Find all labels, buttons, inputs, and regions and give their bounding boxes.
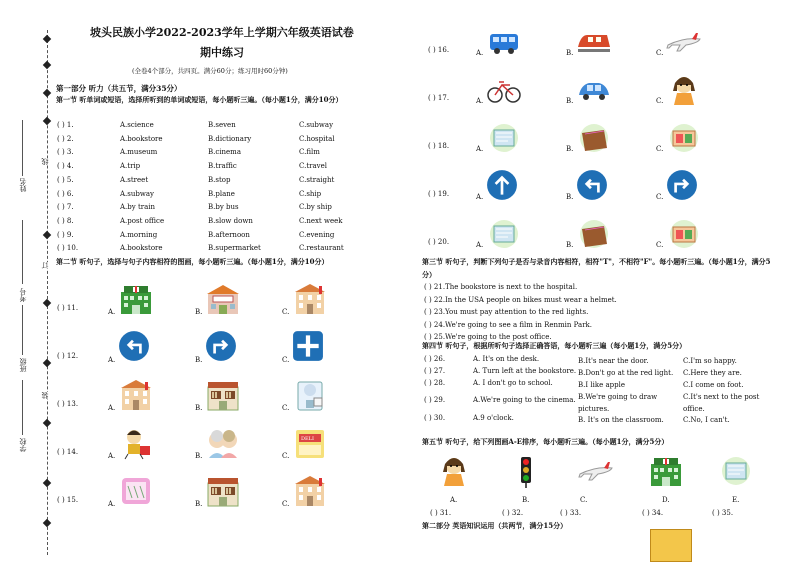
notebook-icon — [486, 121, 522, 157]
option-a-label[interactable]: A. — [476, 241, 484, 249]
option-b-label[interactable]: B. — [195, 452, 203, 460]
question-number[interactable]: ( ) 1. — [57, 121, 74, 129]
option-c-label[interactable]: C. — [282, 452, 290, 460]
child-icon — [118, 426, 154, 462]
binding-dot — [43, 117, 51, 125]
binding-dot — [43, 89, 51, 97]
true-false-item[interactable]: ( ) 21.The bookstore is next to the hospital. — [424, 283, 578, 291]
option-c[interactable]: C.I come on foot. — [683, 381, 744, 389]
option-b-label[interactable]: B. — [566, 49, 574, 57]
option-a-label[interactable]: A. — [476, 49, 484, 57]
option-b-label[interactable]: B. — [566, 97, 574, 105]
option-c[interactable]: C.Here they are. — [683, 369, 742, 377]
book-picture-partial — [650, 529, 692, 562]
airplane-icon — [666, 25, 702, 61]
name-blank[interactable] — [22, 120, 23, 176]
option-c[interactable]: C.ship — [299, 189, 322, 198]
section1-heading: 第一节 听单词或短语，选择所听到的单词或短语，每小题听三遍。（每小题1分，满分10分） — [56, 95, 343, 104]
option-b-label[interactable]: B. — [195, 356, 203, 364]
true-false-item[interactable]: ( ) 25.We're going to the post office. — [424, 333, 552, 341]
option-a-label[interactable]: A. — [476, 193, 484, 201]
binding-dot — [43, 419, 51, 427]
question-number[interactable]: ( ) 16. — [428, 46, 450, 54]
option-a[interactable]: A.museum — [120, 148, 158, 157]
question-number[interactable]: ( ) 3. — [57, 148, 74, 157]
traffic-light-icon — [508, 454, 544, 490]
option-a[interactable]: A.by train — [120, 203, 156, 212]
question-number[interactable]: ( ) 17. — [428, 94, 450, 102]
go-straight-sign-icon — [486, 169, 518, 203]
option-c[interactable]: C.next week — [299, 216, 343, 225]
section3-heading: 第三节 听句子，判断下列句子是否与录音内容相符，相符"T"，不相符"F"。每小题听三遍。（每小题1分，满分5分） — [422, 257, 771, 279]
binding-dot — [43, 35, 51, 43]
option-b-label[interactable]: B. — [195, 308, 203, 316]
binding-dot — [43, 231, 51, 239]
option-c-label[interactable]: C. — [656, 193, 664, 201]
picture-book-icon — [666, 121, 702, 157]
option-b-label[interactable]: B. — [195, 500, 203, 508]
option-c[interactable]: C.I'm so happy. — [683, 357, 737, 365]
turn-left-sign-icon — [576, 169, 608, 203]
bookstore-icon — [205, 474, 241, 510]
picture-book-icon — [666, 217, 702, 253]
order-blank[interactable]: ( ) 31. — [430, 509, 452, 517]
supermarket-sign-icon — [292, 426, 328, 462]
option-a-label[interactable]: A. — [108, 356, 116, 364]
option-a[interactable]: A.bookstore — [120, 134, 163, 143]
question-number[interactable]: ( ) 28. — [424, 379, 446, 387]
question-number[interactable]: ( ) 5. — [57, 175, 74, 184]
option-a[interactable]: A.We're going to the cinema. — [473, 396, 576, 404]
option-a[interactable]: A.post office — [120, 216, 165, 225]
option-c[interactable]: C.film — [299, 148, 320, 157]
order-blank[interactable]: ( ) 33. — [560, 509, 582, 517]
question-number[interactable]: ( ) 26. — [424, 355, 446, 363]
binding-dot — [43, 299, 51, 307]
option-c-label[interactable]: C. — [656, 49, 664, 57]
exam-subtitle: 期中练习 — [200, 46, 244, 59]
option-c-label[interactable]: C. — [656, 97, 664, 105]
part2-heading: 第二部分 英语知识运用（共两节，满分15分） — [422, 521, 568, 530]
svg-text:DELI: DELI — [301, 436, 314, 442]
question-number[interactable]: ( ) 30. — [424, 414, 446, 422]
question-number[interactable]: ( ) 19. — [428, 190, 450, 198]
option-b[interactable]: B.dictionary — [208, 134, 252, 143]
option-b[interactable]: B.afternoon — [208, 230, 250, 239]
question-number[interactable]: ( ) 2. — [57, 134, 74, 143]
binding-dot — [43, 61, 51, 69]
option-c[interactable]: C.It's next to the post office. — [683, 393, 760, 413]
section5-heading: 第五节 听句子，给下列图画A-E排序，每小题听三遍。（每小题1分，满分5分） — [422, 437, 669, 446]
option-c-label[interactable]: C. — [282, 356, 290, 364]
option-a-label[interactable]: A. — [108, 308, 116, 316]
option-a[interactable]: A.morning — [120, 230, 158, 239]
question-number[interactable]: ( ) 6. — [57, 189, 74, 198]
seal-label: 订 — [41, 262, 49, 269]
option-b[interactable]: B.It's near the door. — [578, 357, 649, 365]
option-c[interactable]: C.travel — [299, 162, 327, 171]
turn-right-sign-icon — [205, 330, 237, 364]
option-c[interactable]: C.evening — [299, 230, 335, 239]
question-number[interactable]: ( ) 18. — [428, 142, 450, 150]
option-b[interactable]: B.stop — [208, 175, 231, 184]
option-a[interactable]: A.trip — [120, 162, 141, 171]
picture-letter: D. — [662, 496, 670, 504]
section4-heading: 第四节 听句子，根据所听句子选择正确答语，每小题听三遍（每小题1分，满分5分） — [422, 341, 687, 350]
option-c[interactable]: C.by ship — [299, 203, 332, 212]
question-number[interactable]: ( ) 27. — [424, 367, 446, 375]
binding-dot — [43, 519, 51, 527]
option-a[interactable]: A.subway — [120, 189, 154, 198]
museum-icon — [292, 474, 328, 510]
question-number[interactable]: ( ) 9. — [57, 230, 74, 239]
question-number[interactable]: ( ) 11. — [57, 304, 79, 312]
option-a-label[interactable]: A. — [476, 97, 484, 105]
question-number[interactable]: ( ) 7. — [57, 203, 74, 212]
option-b[interactable]: B.plane — [208, 189, 235, 198]
option-b[interactable]: B.supermarket — [208, 244, 261, 253]
hospital-icon — [118, 282, 154, 318]
true-false-item[interactable]: ( ) 22.In the USA people on bikes must wear a helmet. — [424, 295, 617, 304]
order-blank[interactable]: ( ) 35. — [712, 509, 734, 517]
post-office-icon — [292, 378, 328, 414]
true-false-item[interactable]: ( ) 23.You must pay attention to the red lights. — [424, 308, 589, 316]
train-icon — [576, 25, 612, 61]
option-c-label[interactable]: C. — [656, 145, 664, 153]
option-a-label[interactable]: A. — [108, 404, 116, 412]
hospital-icon — [648, 454, 684, 490]
museum-icon — [118, 378, 154, 414]
option-a-label[interactable]: A. — [108, 452, 116, 460]
option-c[interactable]: C.subway — [299, 121, 334, 129]
option-a[interactable]: A.street — [120, 175, 149, 184]
dictionary-icon — [576, 217, 612, 253]
picture-letter: A. — [450, 496, 458, 504]
option-b-label[interactable]: B. — [566, 241, 574, 249]
order-blank[interactable]: ( ) 32. — [502, 509, 524, 517]
part1-heading: 第一部分 听力（共五节，满分35分） — [56, 84, 182, 93]
name-label: 姓名 — [19, 178, 27, 192]
cart-icon — [118, 474, 154, 510]
class-blank[interactable] — [22, 305, 23, 355]
option-b-label[interactable]: B. — [195, 404, 203, 412]
notebook-icon — [718, 454, 754, 490]
option-a[interactable]: A. I don't go to school. — [473, 379, 553, 387]
museum-icon — [292, 282, 328, 318]
option-c-label[interactable]: C. — [282, 500, 290, 508]
section2-heading: 第二节 听句子，选择与句子内容相符的图画，每小题听三遍。（每小题1分，满分10分） — [56, 257, 329, 266]
picture-letter: C. — [580, 496, 588, 504]
picture-letter: B. — [522, 496, 530, 504]
option-a[interactable]: A.science — [120, 121, 154, 129]
bicycle-icon — [486, 73, 522, 109]
notebook-icon — [486, 217, 522, 253]
option-c-label[interactable]: C. — [656, 241, 664, 249]
car-icon — [576, 73, 612, 109]
question-number[interactable]: ( ) 4. — [57, 162, 74, 171]
option-a-label[interactable]: A. — [476, 145, 484, 153]
option-b[interactable]: B.seven — [208, 121, 236, 129]
binding-dot — [43, 479, 51, 487]
dictionary-icon — [576, 121, 612, 157]
option-c-label[interactable]: C. — [282, 308, 290, 316]
school-blank[interactable] — [22, 380, 23, 435]
question-number[interactable]: ( ) 10. — [57, 244, 79, 253]
order-blank[interactable]: ( ) 34. — [642, 509, 664, 517]
cinema-icon — [205, 282, 241, 318]
question-number[interactable]: ( ) 14. — [57, 448, 79, 456]
true-false-item[interactable]: ( ) 24.We're going to see a film in Renmin Park. — [424, 320, 593, 329]
option-b-label[interactable]: B. — [566, 145, 574, 153]
option-b-label[interactable]: B. — [566, 193, 574, 201]
bus-icon — [486, 25, 522, 61]
exam-title: 坡头民族小学2022-2023学年上学期六年级英语试卷 — [90, 26, 354, 39]
exam-no-blank[interactable] — [22, 220, 23, 284]
option-b[interactable]: B.I like apple — [578, 381, 625, 389]
bookstore-icon — [205, 378, 241, 414]
option-c[interactable]: C.No, I can't. — [683, 416, 730, 424]
airplane-icon — [566, 454, 626, 490]
option-b[interactable]: B.slow down — [208, 216, 253, 225]
people-icon — [205, 426, 241, 462]
option-c[interactable]: C.restaurant — [299, 244, 344, 253]
question-number[interactable]: ( ) 15. — [57, 496, 79, 504]
option-a-label[interactable]: A. — [108, 500, 116, 508]
option-a[interactable]: A.9 o'clock. — [473, 414, 514, 422]
option-b[interactable]: B.We're going to draw pictures. — [578, 393, 658, 413]
option-b[interactable]: B.Don't go at the red light. — [578, 369, 674, 377]
option-b[interactable]: B.cinema — [208, 148, 241, 157]
exam-no-label: 考号 — [19, 288, 27, 302]
option-a[interactable]: A. It's on the desk. — [473, 355, 540, 363]
binding-line — [47, 30, 48, 555]
option-a[interactable]: A. Turn left at the bookstore. — [473, 367, 577, 375]
crossroad-sign-icon — [292, 330, 324, 364]
class-label: 班级 — [19, 358, 27, 372]
option-b[interactable]: B.traffic — [208, 162, 237, 171]
girl-icon — [436, 454, 472, 490]
seal-label: 线 — [41, 158, 49, 165]
option-b[interactable]: B.by bus — [208, 203, 239, 212]
option-c-label[interactable]: C. — [282, 404, 290, 412]
seal-label: 装 — [41, 392, 49, 399]
turn-left-sign-icon — [118, 330, 150, 364]
question-number[interactable]: ( ) 12. — [57, 352, 79, 360]
question-number[interactable]: ( ) 29. — [424, 396, 446, 404]
picture-letter: E. — [732, 496, 740, 504]
exam-note: (全卷4个部分，共四页。满分60分；练习用时60分钟) — [132, 67, 288, 75]
question-number[interactable]: ( ) 8. — [57, 216, 74, 225]
question-number[interactable]: ( ) 13. — [57, 400, 79, 408]
binding-dot — [43, 359, 51, 367]
option-c[interactable]: C.hospital — [299, 134, 335, 143]
option-b[interactable]: B. It's on the classroom. — [578, 416, 664, 424]
question-number[interactable]: ( ) 20. — [428, 238, 450, 246]
option-a[interactable]: A.bookstore — [120, 244, 163, 253]
girl-icon — [666, 73, 702, 109]
school-label: 学校 — [19, 438, 27, 452]
turn-right-sign-icon — [666, 169, 698, 203]
option-c[interactable]: C.straight — [299, 175, 335, 184]
